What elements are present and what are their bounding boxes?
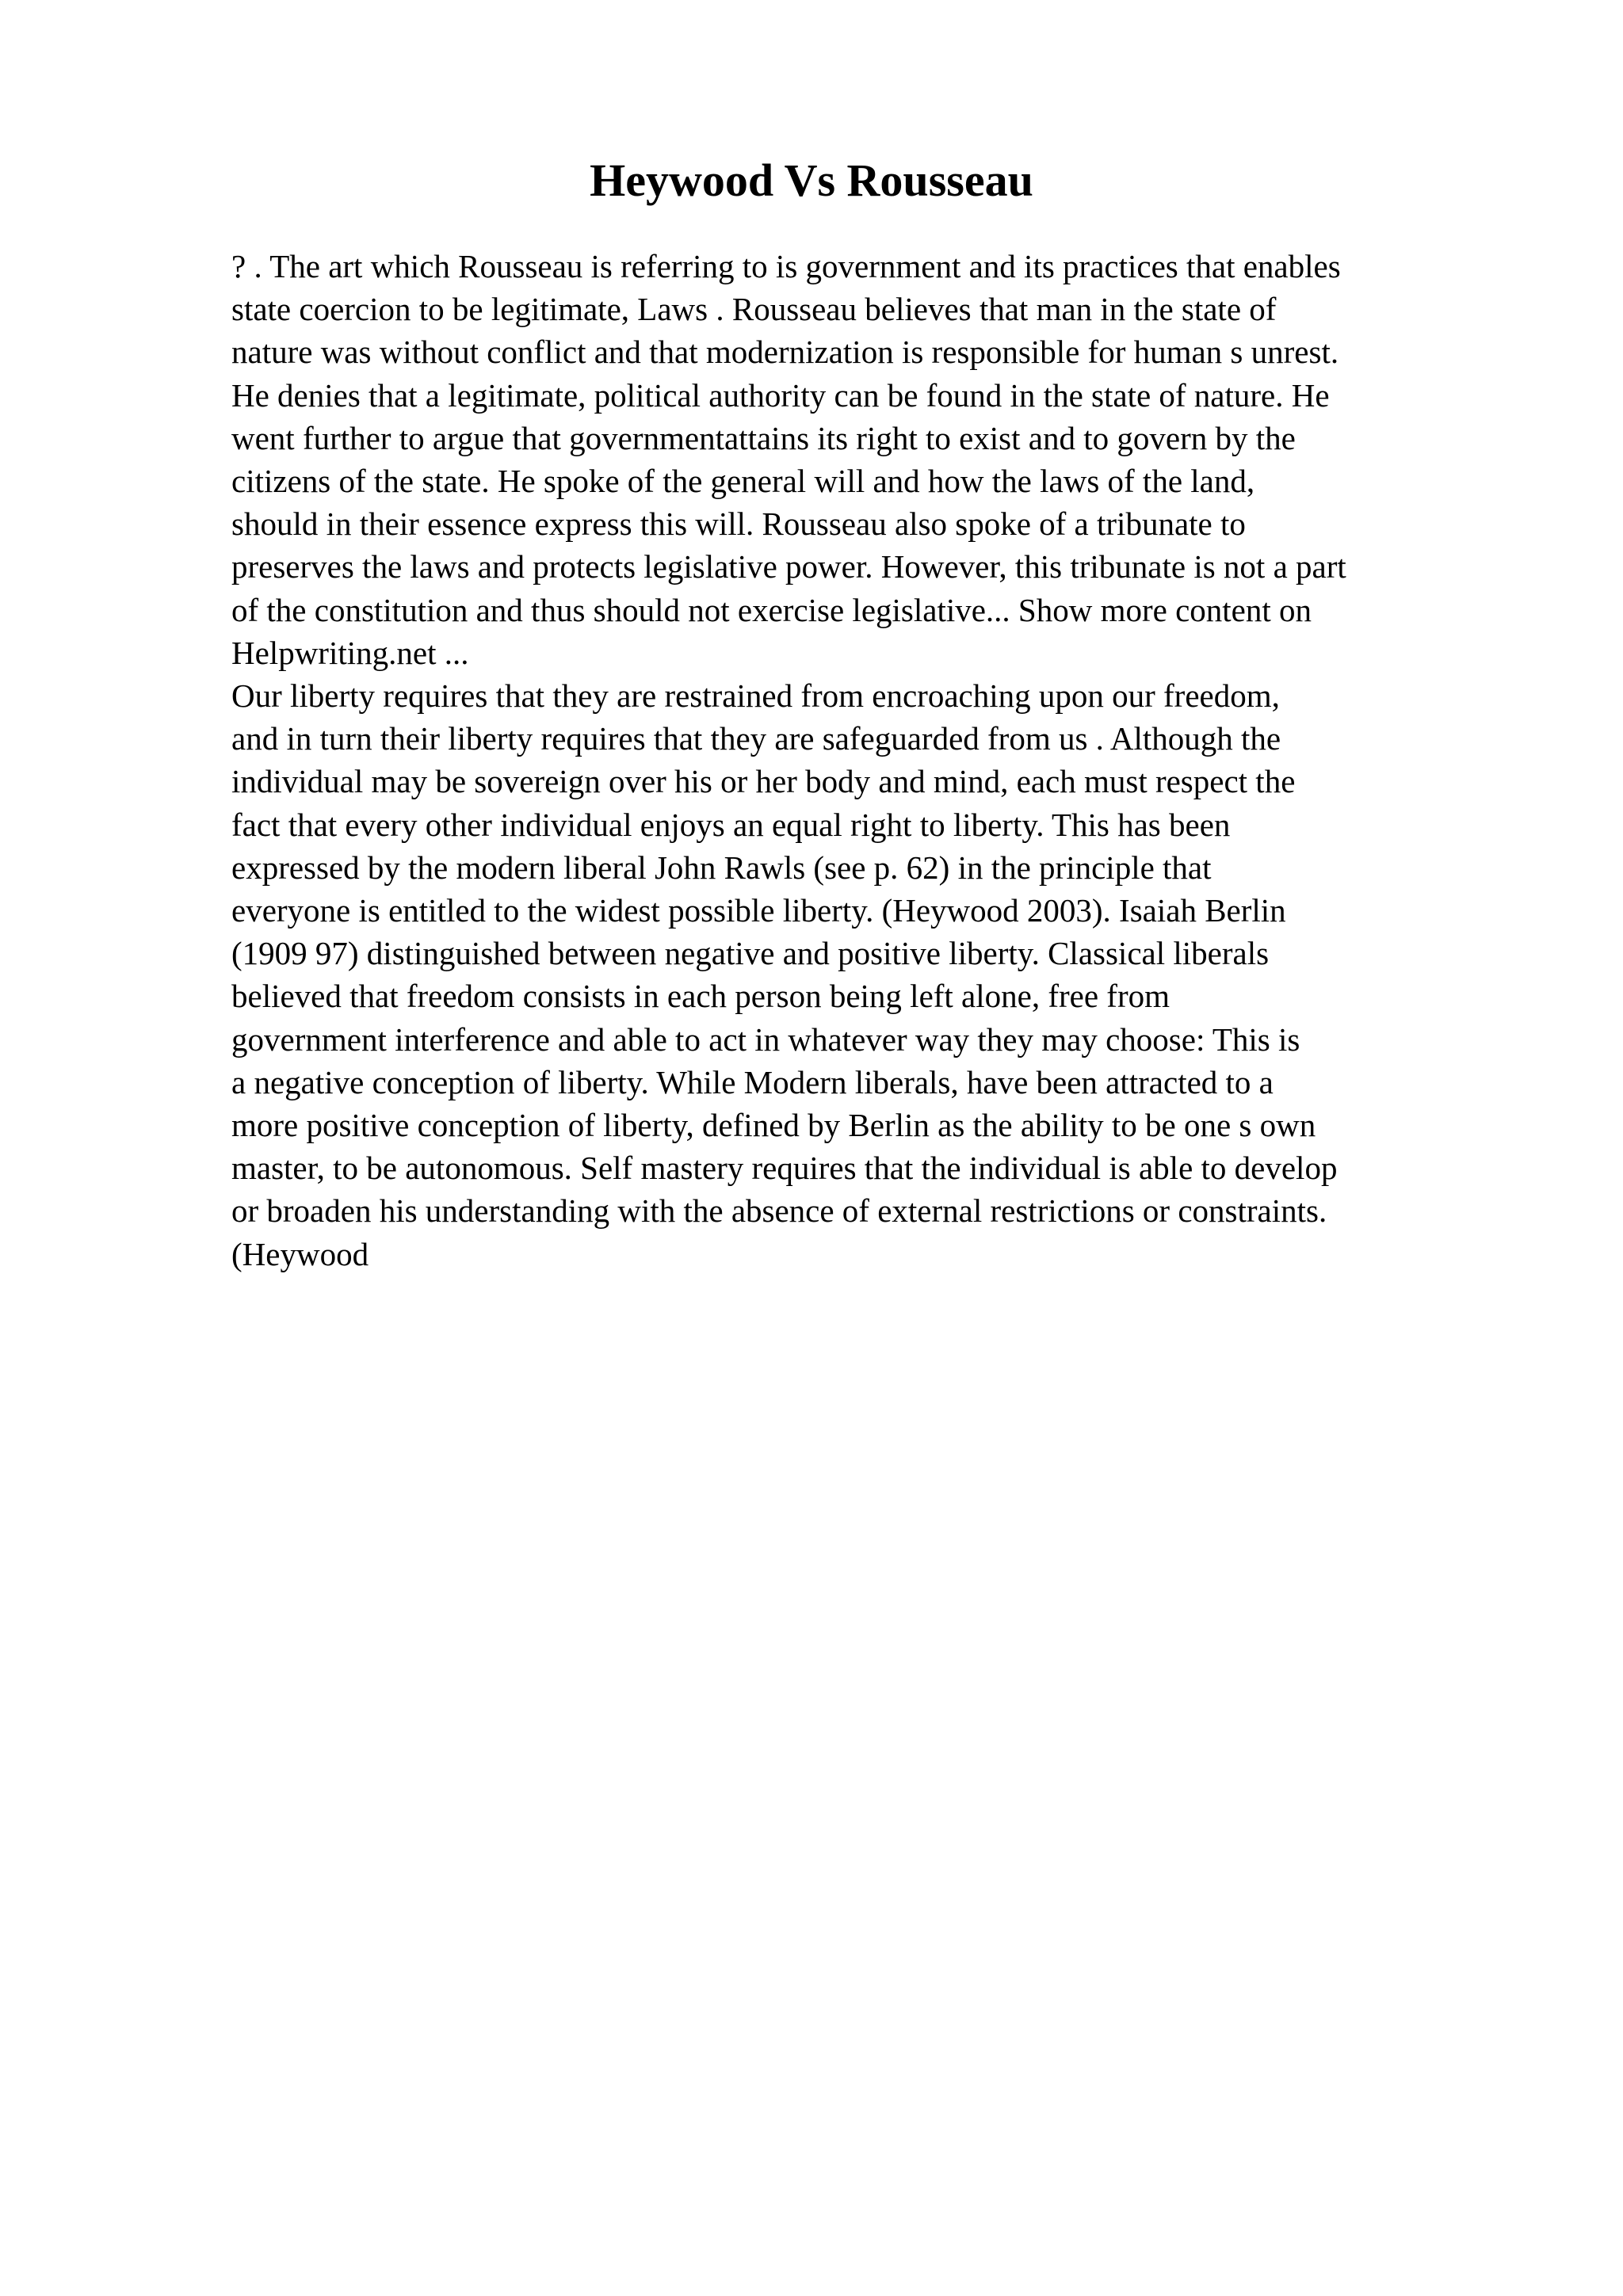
body-line: of the constitution and thus should not exercise legislative... Show more content on xyxy=(231,591,1312,628)
body-line: or broaden his understanding with the absence of external restrictions or constraints. xyxy=(231,1192,1327,1230)
body-line: state coercion to be legitimate, Laws . Rousseau believes that man in the state of xyxy=(231,291,1277,328)
body-line: nature was without conflict and that modernization is responsible for human s unrest. xyxy=(231,334,1339,371)
body-line: expressed by the modern liberal John Rawls (see p. 62) in the principle that xyxy=(231,849,1212,886)
body-line: should in their essence express this will. Rousseau also spoke of a tribunate to xyxy=(231,505,1246,543)
body-line: (1909 97) distinguished between negative and positive liberty. Classical liberals xyxy=(231,935,1270,972)
body-line: went further to argue that governmentattains its right to exist and to govern by the xyxy=(231,419,1296,456)
body-line: master, to be autonomous. Self mastery requires that the individual is able to develop xyxy=(231,1150,1338,1187)
document-title: Heywood Vs Rousseau xyxy=(590,154,1033,206)
body-line: (Heywood xyxy=(231,1235,369,1272)
body-line: individual may be sovereign over his or her body and mind, each must respect the xyxy=(231,763,1296,800)
body-line: preserves the laws and protects legislative power. However, this tribunate is not a part xyxy=(231,548,1346,585)
body-line: more positive conception of liberty, defined by Berlin as the ability to be one s own xyxy=(231,1107,1316,1144)
body-line: He denies that a legitimate, political authority can be found in the state of nature. He xyxy=(231,376,1330,414)
body-line: Our liberty requires that they are restrained from encroaching upon our freedom, xyxy=(231,677,1280,715)
body-line: a negative conception of liberty. While Modern liberals, have been attracted to a xyxy=(231,1063,1274,1100)
body-line: citizens of the state. He spoke of the general will and how the laws of the land, xyxy=(231,463,1255,500)
body-line: and in turn their liberty requires that they are safeguarded from us . Although the xyxy=(231,720,1281,757)
body-line: ? . The art which Rousseau is referring to is government and its practices that enables xyxy=(231,248,1341,284)
body-line: Helpwriting.net ... xyxy=(231,634,469,671)
body-line: government interference and able to act in whatever way they may choose: This is xyxy=(231,1020,1300,1058)
document-body xyxy=(231,245,1515,1276)
body-line: everyone is entitled to the widest possible liberty. (Heywood 2003). Isaiah Berlin xyxy=(231,892,1286,929)
body-line: believed that freedom consists in each person being left alone, free from xyxy=(231,978,1170,1015)
body-line: fact that every other individual enjoys an equal right to liberty. This has been xyxy=(231,806,1231,843)
